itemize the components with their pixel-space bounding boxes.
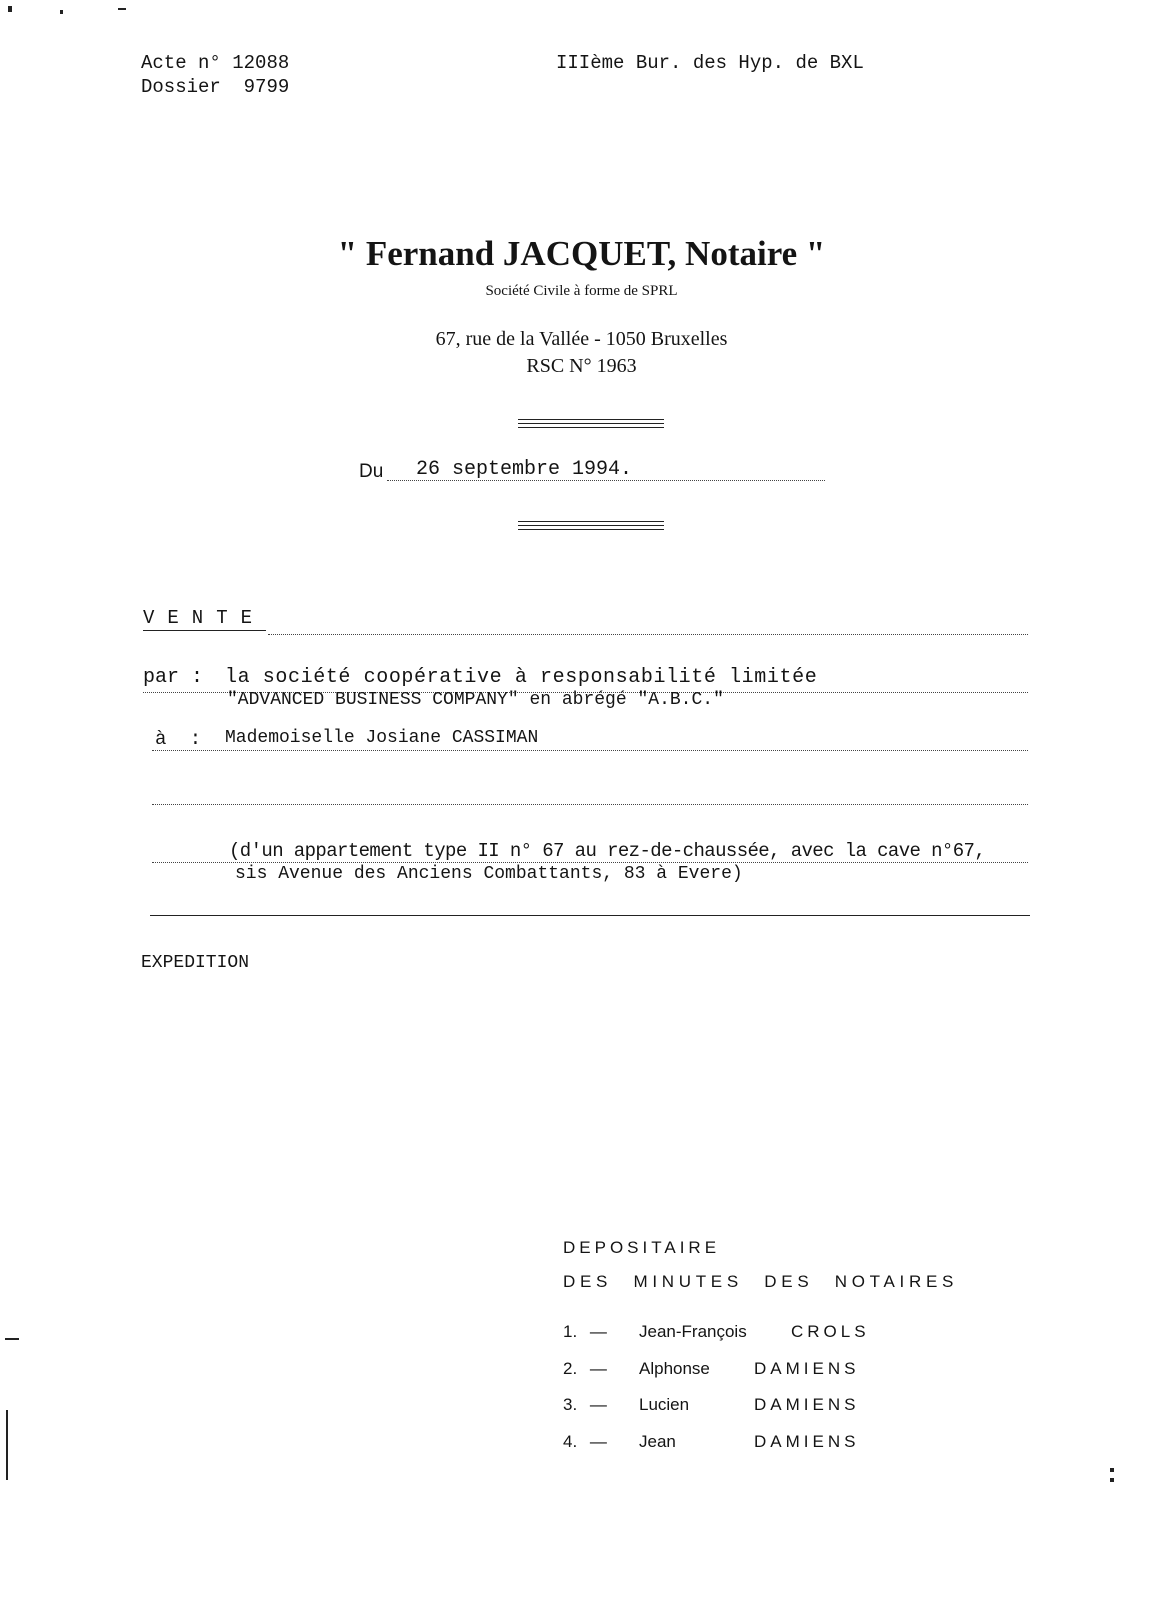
seller-line-1: la société coopérative à responsabilité limitée (225, 666, 818, 689)
depositary-title-2: DES MINUTES DES NOTAIRES (563, 1272, 959, 1291)
separator-line (150, 915, 1030, 916)
notary-first-name: Jean-François (639, 1322, 747, 1341)
dossier-number: 9799 (243, 76, 290, 98)
notary-last-name: DAMIENS (754, 1395, 860, 1414)
notary-number: 3. — (563, 1395, 607, 1414)
object-dotted-line (152, 862, 1028, 863)
date-prefix: Du (359, 461, 384, 482)
notary-number: 4. — (563, 1432, 607, 1451)
deed-type: VENTE (143, 607, 266, 629)
notary-last-name: DAMIENS (754, 1359, 860, 1378)
expedition-label: EXPEDITION (141, 953, 250, 973)
deed-type-underline (143, 630, 266, 631)
seller-prefix: par : (143, 666, 204, 689)
date-dotted-line (387, 480, 825, 481)
notary-first-name: Jean (639, 1432, 676, 1451)
notary-title: " Fernand JACQUET, Notaire " (337, 234, 826, 273)
deed-type-dotted-line (268, 634, 1028, 635)
date-value: 26 septembre 1994. (416, 458, 633, 481)
object-line-2: sis Avenue des Anciens Combattants, 83 à Evere) (235, 864, 743, 884)
buyer-prefix: à : (155, 728, 202, 750)
buyer-name: Mademoiselle Josiane CASSIMAN (225, 728, 539, 748)
notary-last-name: CROLS (791, 1322, 870, 1341)
acte-number: 12088 (232, 52, 290, 74)
object-line-1: (d'un appartement type II n° 67 au rez-de-chaussée, avec la cave n°67, (229, 840, 986, 862)
notary-first-name: Lucien (639, 1395, 690, 1414)
dossier-reference (141, 76, 289, 98)
notary-subtitle: Société Civile à forme de SPRL (485, 283, 678, 299)
buyer-dotted-line (152, 750, 1028, 751)
notary-last-name: DAMIENS (754, 1432, 860, 1451)
notary-number: 1. — (563, 1322, 607, 1341)
notary-address: 67, rue de la Vallée - 1050 Bruxelles (435, 328, 728, 350)
seller-line-2: "ADVANCED BUSINESS COMPANY" en abrégé "A.B.C." (227, 690, 724, 710)
bureau-reference: IIIème Bur. des Hyp. de BXL (556, 52, 864, 74)
depositary-title-1: DEPOSITAIRE (563, 1238, 721, 1257)
notary-first-name: Alphonse (639, 1359, 710, 1378)
acte-label: Acte n° (141, 52, 221, 74)
acte-reference (141, 52, 289, 74)
blank-dotted-line (152, 804, 1028, 805)
notary-rsc: RSC N° 1963 (526, 355, 637, 377)
dossier-label: Dossier (141, 76, 221, 98)
notary-number: 2. — (563, 1359, 607, 1378)
